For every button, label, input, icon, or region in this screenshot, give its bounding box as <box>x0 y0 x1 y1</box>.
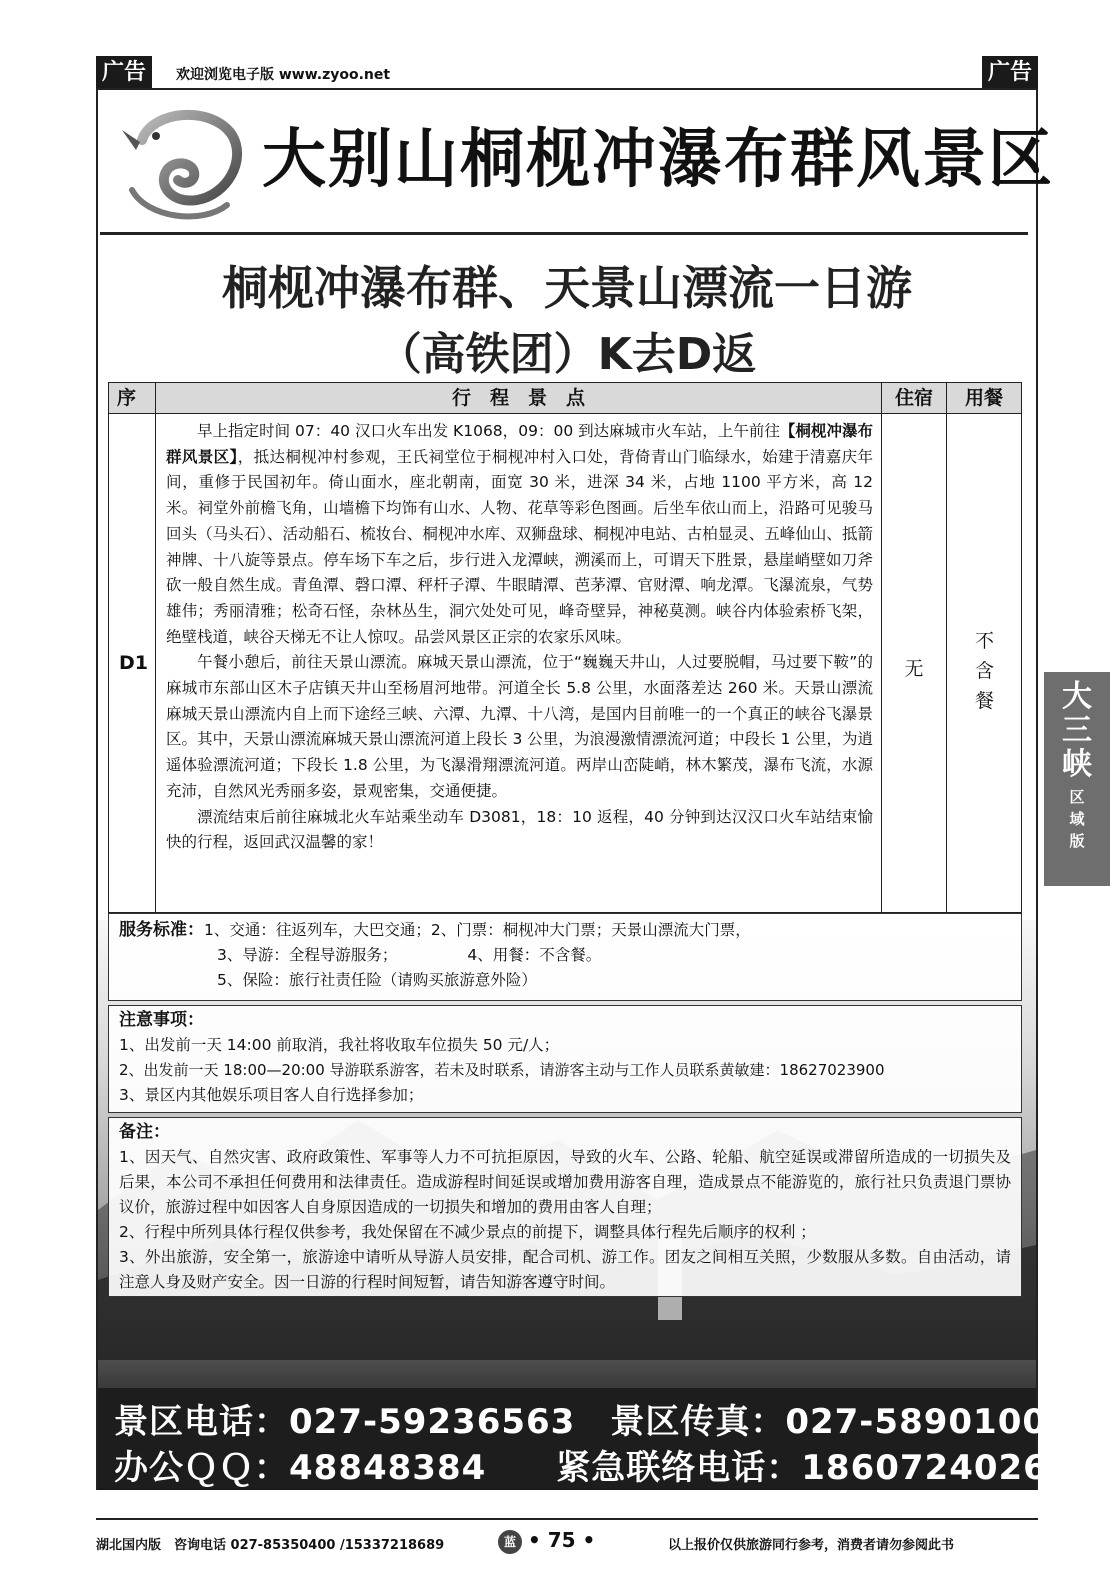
region-name: 大三峡 <box>1062 679 1092 782</box>
col-header-itinerary: 行 程 景 点 <box>155 382 882 414</box>
remarks-panel <box>108 1117 1022 1297</box>
page-badge-icon: 蓝 <box>498 1530 522 1554</box>
service-line-2a: 3、导游：全程导游服务； <box>217 946 398 964</box>
col-header-stay: 住宿 <box>881 382 947 414</box>
notice-title: 注意事项： <box>119 1010 204 1030</box>
footer-disclaimer: 以上报价仅供旅游同行参考，消费者请勿参阅此书 <box>668 1538 955 1553</box>
remark-item: 1、因天气、自然灾害、政府政策性、军事等人力不可抗拒原因，导致的火车、公路、轮船、航空延误或滞留所造成的一切损失及后果，本公司不承担任何费用和法律责任。造成游程时间延误或增加费用游客自理，造成景点不能游览的，旅行社只负责退门票协议价，旅游过程中如因客人自身原因造成的一切损失和增加的费用由客人自理； <box>119 1148 1011 1216</box>
remark-item: 3、外出旅游，安全第一，旅游途中请听从导游人员安排，配合司机、游工作。团友之间相互关照，少数服从多数。自由活动，请注意人身及财产安全。因一日游的行程时间短暂，请告知游客遵守时间。 <box>119 1248 1011 1291</box>
itinerary-text: ，抵达桐枧冲村参观，王氏祠堂位于桐枧冲村入口处，背倚青山门临绿水，始建于清嘉庆年间，重修于民国初年。倚山面水，座北朝南，面宽 30 米，进深 34 米，占地 1100 平方米，高 12 米。祠堂外前檐飞角，山墙檐下均饰有山水、人物、花草等彩色图画。后坐车依山而上，沿路可见骏马回头（马头石）、活动船石、梳妆台、桐枧冲水库、双狮盘球、桐枧冲电站、古柏显灵、五峰仙山、抵箭神牌、十八旋等景点。停车场下车之后，步行进入龙潭峡，溯溪而上，可谓天下胜景，悬崖峭壁如刀斧砍一般自然生成。青鱼潭、磬口潭、秤杆子潭、牛眼睛潭、芭茅潭、官财潭、响龙潭。飞瀑流泉，气势雄伟；秀丽清雅；松奇石怪，杂林丛生，洞穴处处可见，峰奇壁异，神秘莫测。峡谷内体验索桥飞架，绝壁栈道，峡谷天梯无不让人惊叹。品尝风景区正宗的农家乐风味。 <box>166 447 873 646</box>
col-header-seq: 序 <box>108 382 156 414</box>
col-header-meal: 用餐 <box>946 382 1022 414</box>
footer-edition-phone: 湖北国内版 咨询电话 027-85350400 /15337218689 <box>96 1538 445 1553</box>
contact-bar <box>98 1388 1073 1488</box>
itinerary-para-1 <box>166 419 873 650</box>
day-cell <box>108 413 156 913</box>
service-line-2b: 4、用餐：不含餐。 <box>467 946 602 964</box>
notice-item: 1、出发前一天 14:00 前取消，我社将收取车位损失 50 元/人； <box>119 1036 560 1054</box>
tour-title: 桐枧冲瀑布群、天景山漂流一日游 <box>222 261 912 315</box>
dragon-logo-icon <box>112 100 252 228</box>
edition-char: 版 <box>1069 832 1085 850</box>
title-divider <box>100 232 1028 235</box>
itinerary-text: 早上指定时间 07：40 汉口火车出发 K1068，09：00 到达麻城市火车站，上午前往 <box>197 422 780 440</box>
edition-char: 域 <box>1069 810 1085 828</box>
meal-value: 不含餐 <box>975 630 995 712</box>
notice-item: 3、景区内其他娱乐项目客人自行选择参加； <box>119 1086 424 1104</box>
contact-qq-emergency: 办公ＱＱ：48848384 紧急联络电话：18607240266 <box>114 1448 1073 1488</box>
ad-label-right: 广告 <box>982 56 1038 90</box>
itinerary-cell <box>155 413 882 913</box>
service-standards-panel <box>108 913 1022 1001</box>
ad-label-left: 广告 <box>96 56 152 90</box>
contact-phone-fax: 景区电话：027-59236563 景区传真：027-58901006 <box>114 1402 1072 1442</box>
region-edition-tab <box>1044 672 1110 886</box>
tour-subtitle: （高铁团）K去D返 <box>377 329 757 380</box>
page-title: 大别山桐枧冲瀑布群风景区 <box>262 123 1054 197</box>
service-line-3: 5、保险：旅行社责任险（请购买旅游意外险） <box>217 971 537 989</box>
notice-item: 2、出发前一天 18:00—20:00 导游联系游客，若未及时联系，请游客主动与工作人员联系黄敏建：18627023900 <box>119 1061 885 1079</box>
meal-cell <box>946 413 1022 913</box>
service-line-1: 1、交通：往返列车，大巴交通；2、门票：桐枧冲大门票；天景山漂流大门票， <box>204 921 751 939</box>
service-title: 服务标准： <box>119 920 204 940</box>
footer-rule <box>96 1518 1038 1520</box>
itinerary-para-2: 午餐小憩后，前往天景山漂流。麻城天景山漂流，位于“巍巍天井山，人过要脱帽，马过要下鞍”的麻城市东部山区木子店镇天井山至杨眉河地带。河道全长 5.8 公里，水面落差达 260 米。天景山漂流麻城天景山漂流内自上而下途经三峡、六潭、九潭、十八湾，是国内目前唯一的一个真正的峡谷飞瀑景区。其中，天景山漂流麻城天景山漂流河道上段长 3 公里，为浪漫激情漂流河道；中段长 1 公里，为逍遥体验漂流河道；下段长 1.8 公里，为飞瀑滑翔漂流河道。两岸山峦陡峭，林木繁茂，瀑布飞流，水源充沛，自然风光秀丽多姿，景观密集，交通便捷。 <box>166 653 873 800</box>
stay-cell <box>881 413 947 913</box>
remark-item: 2、行程中所列具体行程仅供参考，我处保留在不减少景点的前提下，调整具体行程先后顺序的权利 ； <box>119 1223 816 1241</box>
day-label: D1 <box>119 652 148 674</box>
stay-value: 无 <box>904 658 924 680</box>
page-number: • 75 • <box>528 1528 596 1552</box>
notice-panel <box>108 1005 1022 1113</box>
remarks-title: 备注： <box>119 1122 170 1142</box>
itinerary-para-3: 漂流结束后前往麻城北火车站乘坐动车 D3081，18：10 返程，40 分钟到达汉汉口火车站结束愉快的行程，返回武汉温馨的家！ <box>166 807 873 852</box>
site-url-text: 欢迎浏览电子版 www.zyoo.net <box>176 67 391 83</box>
edition-char: 区 <box>1069 788 1085 806</box>
scenic-area-name: 【桐枧冲瀑布群风景区】 <box>166 422 873 466</box>
